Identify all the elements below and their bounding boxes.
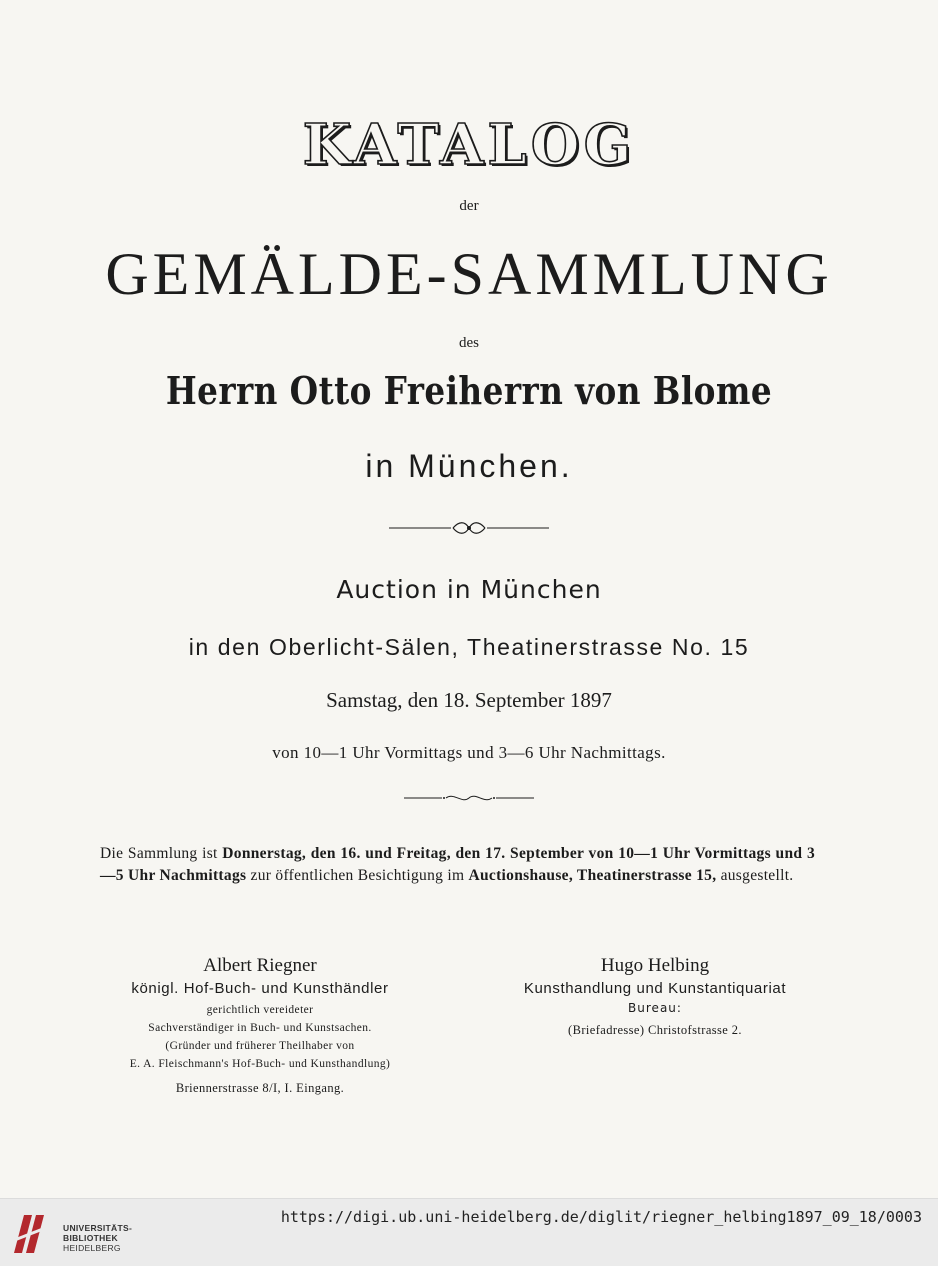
auction-heading: Auction in München (336, 575, 602, 604)
riegner-address: Briennerstrasse 8/I, I. Eingang. (175, 1081, 345, 1095)
auction-hours: von 10—1 Uhr Vormittags und 3—6 Uhr Nachmittags. (272, 743, 666, 762)
logo-line-1: UNIVERSITÄTS- (63, 1223, 133, 1233)
viewing-text-1: Die Sammlung ist (100, 845, 218, 862)
viewing-text-2: zur öffentlichen Besichtigung im (250, 867, 465, 884)
footer-bar (0, 1198, 938, 1266)
word-des: des (459, 335, 479, 351)
owner-name: Herrn Otto Freiherrn von Blome (165, 368, 773, 413)
riegner-block (95, 955, 425, 1097)
helbing-bureau: Bureau: (628, 1001, 682, 1015)
auction-venue: in den Oberlicht-Sälen, Theatinerstrasse No. 15 (188, 634, 750, 660)
helbing-name: Hugo Helbing (600, 955, 710, 976)
word-der: der (459, 198, 479, 214)
katalog-title: KATALOG (302, 112, 636, 178)
viewing-paragraph (100, 843, 815, 887)
viewing-location: Auctionshause, Theatinerstrasse 15, (468, 867, 717, 884)
auction-date: Samstag, den 18. September 1897 (326, 688, 612, 712)
riegner-line-2: Sachverständiger in Buch- und Kunstsachen. (148, 1022, 372, 1034)
riegner-name: Albert Riegner (203, 955, 317, 976)
ub-heidelberg-logo-icon (10, 1207, 50, 1257)
riegner-line-3: (Gründer und früherer Theilhaber von (165, 1040, 355, 1052)
university-library-logo[interactable] (10, 1207, 140, 1257)
helbing-address: (Briefadresse) Christofstrasse 2. (568, 1023, 742, 1037)
viewing-dates: Donnerstag, den 16. und Freitag, den 17. September von 10—1 Uhr Vormittags und 3—5 Uhr Nachmittags (100, 845, 815, 884)
permalink-url[interactable]: https://digi.ub.uni-heidelberg.de/diglit/riegner_helbing1897_09_18/0003 (280, 1208, 922, 1226)
riegner-line-4: E. A. Fleischmann's Hof-Buch- und Kunsthandlung) (129, 1058, 391, 1070)
riegner-title: königl. Hof-Buch- und Kunsthändler (131, 980, 389, 997)
logo-line-3: HEIDELBERG (63, 1243, 121, 1253)
riegner-line-1: gerichtlich vereideter (206, 1004, 314, 1016)
ornament-divider-icon (0, 518, 938, 538)
helbing-block (490, 955, 820, 1039)
viewing-text-3: ausgestellt. (720, 867, 794, 884)
logo-text (63, 1223, 132, 1253)
dotted-ornament-icon (0, 790, 938, 806)
place-line: in München. (365, 448, 573, 484)
helbing-title: Kunsthandlung und Kunstantiquariat (523, 980, 787, 997)
logo-line-2: BIBLIOTHEK (63, 1233, 118, 1243)
collection-title: GEMÄLDE-SAMMLUNG (105, 241, 833, 307)
